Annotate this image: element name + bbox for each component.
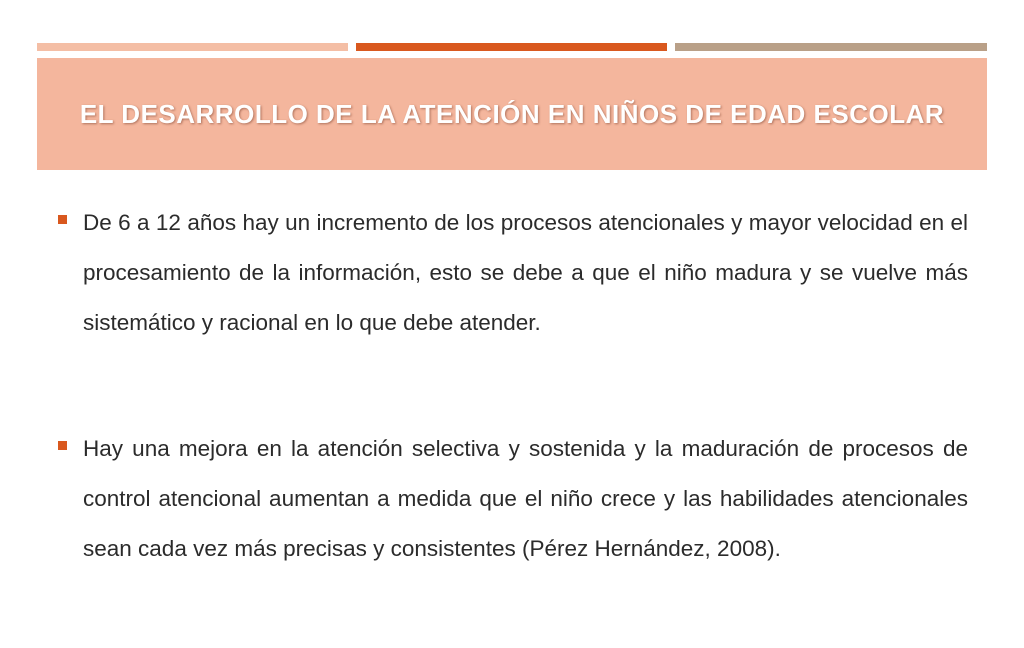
bullet-text: Hay una mejora en la atención selectiva y sostenida y la maduración de procesos de control atencional aumentan a medida que el niño crece y las habilidades atencionales sean cada vez más precisas y consistentes (Pérez Hernández, 2008). [83,436,968,561]
square-bullet-icon [58,215,67,224]
decorative-top-bars [37,43,987,51]
title-banner [37,58,987,170]
square-bullet-icon [58,441,67,450]
bullet-item [56,424,968,574]
bullet-text: De 6 a 12 años hay un incremento de los procesos atencionales y mayor velocidad en el procesamiento de la información, esto se debe a que el niño madura y se vuelve más sistemático y racional en lo que debe atender. [83,210,968,335]
top-bar-light [37,43,348,51]
bullet-item [56,198,968,348]
top-bar-accent [356,43,667,51]
top-bar-taupe [675,43,987,51]
slide-content [56,198,968,574]
slide-title: EL DESARROLLO DE LA ATENCIÓN EN NIÑOS DE EDAD ESCOLAR [79,99,945,129]
